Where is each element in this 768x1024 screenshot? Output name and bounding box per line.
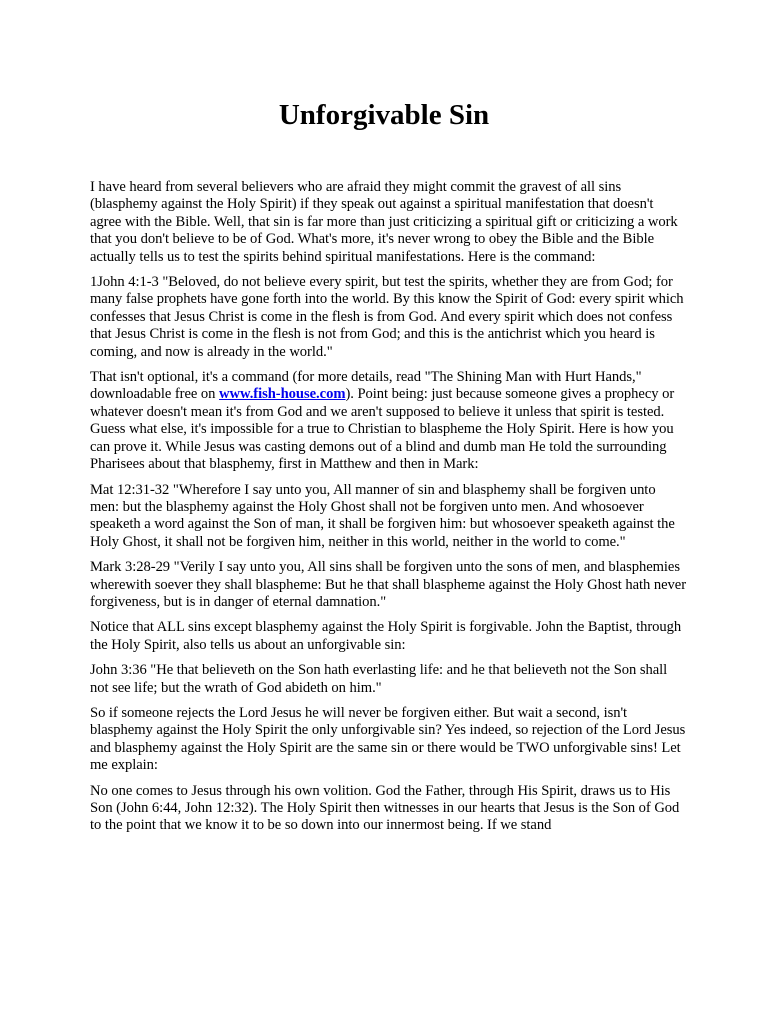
paragraph-matthew-quote: Mat 12:31-32 "Wherefore I say unto you, All manner of sin and blasphemy shall be forgiven unto men: but the blasphemy against the Holy Ghost shall not be forgiven unto men. And whosoever speaketh a word against the Son of man, it shall be forgiven him: but whosoever speaketh against the Holy Ghost, it shall not be forgiven him, neither in this world, neither in the world to come." [90, 481, 675, 550]
paragraph-1john-quote: 1John 4:1-3 "Beloved, do not believe every spirit, but test the spirits, whether they are from God; for many false prophets have gone forth into the world. By this know the Spirit of God: every spirit which confesses that Jesus Christ is come in the flesh is from God. And every spirit which does not confess that Jesus Christ is come in the flesh is not from God; and this is the antichrist which you heard is coming, and now is already in the world." [90, 274, 684, 360]
paragraph-john-quote: John 3:36 "He that believeth on the Son hath everlasting life: and he that believeth not the Son shall not see life; but the wrath of God abideth on him." [90, 662, 668, 696]
page-title: Unforgivable Sin [278, 99, 490, 131]
paragraph-explain: No one comes to Jesus through his own volition. God the Father, through His Spirit, draws us to His Son (John 6:44, John 12:32). The Holy Spirit then witnesses in our hearts that Jesus is the Son of God to the point that we know it to be so down into our innermost being. If we stand [90, 782, 680, 834]
paragraph-mark-quote: Mark 3:28-29 "Verily I say unto you, All sins shall be forgiven unto the sons of men, and blasphemies wherewith soever they shall blaspheme: But he that shall blaspheme against the Holy Ghost hath never forgiveness, but is in danger of eternal damnation." [90, 559, 687, 610]
fish-house-link[interactable]: www.fish-house.com [219, 386, 346, 403]
paragraph-command [90, 369, 688, 473]
paragraph-command-after: ). Point being: just because someone gives a prophecy or whatever doesn't mean it's from God and we aren't supposed to believe it unless that spirit is tested. Guess what else, it's impossible for a true to Christian to blaspheme the Holy Spirit. Here is how you can prove it. While Jesus was casting demons out of a blind and dumb man He told the surrounding Pharisees about that blasphemy, first in Matthew and then in Mark: [90, 386, 675, 473]
paragraph-command-before: That isn't optional, it's a command (for more details, read "The Shining Man with Hurt Hands," downloadable free on [90, 369, 642, 403]
paragraph-notice: Notice that ALL sins except blasphemy against the Holy Spirit is forgivable. John the Baptist, through the Holy Spirit, also tells us about an unforgivable sin: [90, 619, 682, 653]
document-body [90, 179, 688, 843]
paragraph-intro: I have heard from several believers who are afraid they might commit the gravest of all sins (blasphemy against the Holy Spirit) if they speak out against a spiritual manifestation that doesn't agree with the Bible. Well, that sin is far more than just criticizing a spiritual gift or criticizing a work that you don't believe to be of God. What's more, it's never wrong to obey the Bible and the Bible actually tells us to test the spirits behind spiritual manifestations. Here is the command: [90, 179, 678, 265]
paragraph-rejection: So if someone rejects the Lord Jesus he will never be forgiven either. But wait a second, isn't blasphemy against the Holy Spirit the only unforgivable sin? Yes indeed, so rejection of the Lord Jesus and blasphemy against the Holy Spirit are the same sin or there would be TWO unforgivable sins! Let me explain: [90, 704, 686, 774]
